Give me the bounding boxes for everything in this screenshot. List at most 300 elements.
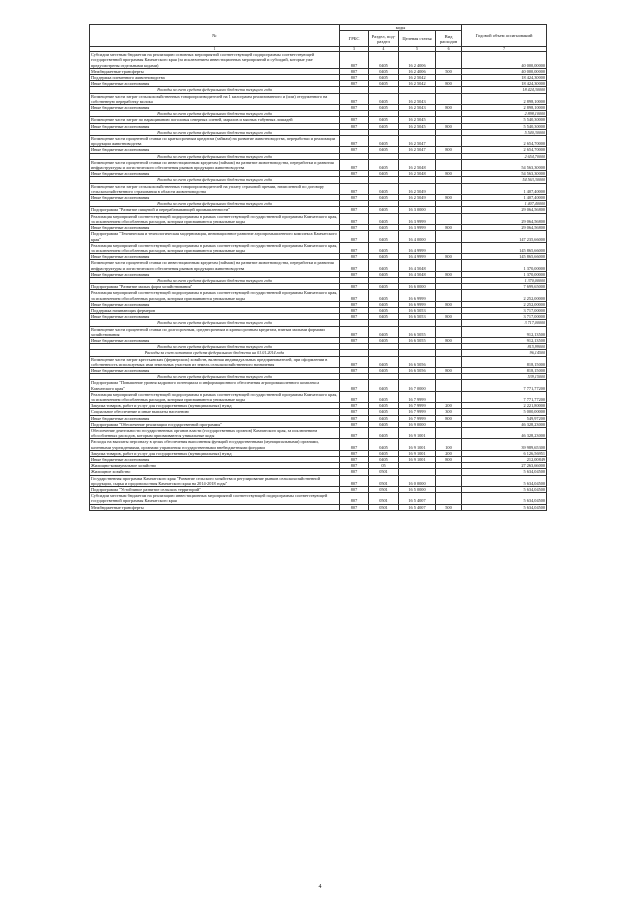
row-name: Подпрограмма "Техническая и технологическая модернизация, инновационное развитие агропромышленного комплекса Камчатского края": [90, 231, 340, 242]
amount-cell: 7 771,77200: [462, 380, 547, 391]
row-name: Реализация мероприятий соответствующей подпрограммы в рамках соответствующей государственной программы Камчатского края, за исключением обособленных расходов, которым присваиваются уникальные коды: [90, 391, 340, 402]
target-cell: 16 3 9999: [399, 225, 436, 231]
note-text: Расходы за счет средств федерального бюджета текущего года: [90, 344, 340, 350]
exptype-cell: 800: [436, 105, 462, 111]
target-cell: 16 6 5055: [399, 326, 436, 337]
target-cell: 16 2 5047: [399, 136, 436, 147]
amount-cell: 46 328,23000: [462, 428, 547, 439]
section-cell: 0405: [369, 403, 399, 409]
table-row: [90, 260, 547, 271]
grbs-cell: 807: [340, 307, 369, 313]
row-name: Иные бюджетные ассигнования: [90, 415, 340, 421]
target-cell: 16 6 0000: [399, 284, 436, 290]
row-name: Иные бюджетные ассигнования: [90, 171, 340, 177]
note-text: Расходы за счет средств федерального бюджета текущего года: [90, 201, 340, 207]
exptype-cell: 800: [436, 171, 462, 177]
row-name: Иные бюджетные ассигнования: [90, 195, 340, 201]
note-amount: 815,99000: [462, 344, 547, 350]
amount-cell: 1 407,40000: [462, 183, 547, 194]
section-cell: 0405: [369, 105, 399, 111]
row-name: Иные бюджетные ассигнования: [90, 271, 340, 277]
amount-cell: 5 634,04500: [462, 475, 547, 486]
row-name: Жилищно-коммунальное хозяйство: [90, 463, 340, 469]
note-text: Расходы за счет средств федерального бюджета текущего года: [90, 374, 340, 380]
target-cell: 16 2 5043: [399, 105, 436, 111]
target-cell: 16 5 4007: [399, 493, 436, 504]
amount-cell: 5 540,30000: [462, 117, 547, 123]
col-volume-header: Годовой объем ассигнований: [462, 25, 547, 47]
grbs-cell: 807: [340, 415, 369, 421]
amount-cell: 5 634,04500: [462, 504, 547, 510]
section-cell: 0405: [369, 409, 399, 415]
row-name: Подпрограмма "Повышение уровня кадрового потенциала и информационного обеспечения агропромышленного комплекса Камчатского края": [90, 380, 340, 391]
grbs-cell: 807: [340, 207, 369, 213]
section-cell: 0405: [369, 136, 399, 147]
table-row: [90, 504, 547, 510]
grbs-cell: 807: [340, 225, 369, 231]
index-cell: 7: [462, 47, 547, 52]
codes-group-header: коды: [340, 25, 462, 31]
section-cell: 0405: [369, 326, 399, 337]
target-cell: 16 7 0000: [399, 380, 436, 391]
grbs-cell: 807: [340, 493, 369, 504]
grbs-cell: 807: [340, 271, 369, 277]
grbs-cell: 807: [340, 213, 369, 224]
row-name: Возмещение части процентной ставки по инвестиционным кредитам (займам) на развитие животноводства, переработки и развития инфраструктуры и логистического обеспечения рынков продукции животноводства: [90, 260, 340, 271]
row-name: Иные бюджетные ассигнования: [90, 225, 340, 231]
grbs-cell: 807: [340, 391, 369, 402]
section-cell: 0405: [369, 290, 399, 301]
target-cell: 16 4 9999: [399, 242, 436, 253]
amount-cell: 39 989,65300: [462, 439, 547, 450]
row-name: Субсидии местным бюджетам на реализацию основных мероприятий соответствующей подпрограммы соответствующей государственной программы Камчатского края (за исключением инвестиционных мероприятий и субсидий, которые уже предусмотрены отдельными кодами): [90, 52, 340, 69]
section-cell: 0405: [369, 301, 399, 307]
exptype-cell: [436, 159, 462, 170]
note-amount: 1 370,00000: [462, 277, 547, 283]
row-name: Возмещение части затрат крестьянских (фермерских) хозяйств, включая индивидуальных предпринимателей, при оформлении в собственность используемых ими земельных участков из земель сельскохозяйственного назначения: [90, 356, 340, 367]
exptype-cell: 800: [436, 367, 462, 373]
amount-cell: 29 064,56800: [462, 207, 547, 213]
target-cell: 16 2 5047: [399, 147, 436, 153]
grbs-cell: 807: [340, 301, 369, 307]
exptype-cell: [436, 93, 462, 104]
amount-cell: 1 370,00000: [462, 260, 547, 271]
grbs-cell: 807: [340, 439, 369, 450]
section-cell: 0405: [369, 284, 399, 290]
section-cell: 0405: [369, 171, 399, 177]
row-name: Реализация мероприятий соответствующей подпрограммы в рамках соответствующей государственной программы Камчатского края, за исключением обособленных расходов, которым присваиваются уникальные коды: [90, 242, 340, 253]
target-cell: 16 4 0000: [399, 231, 436, 242]
grbs-cell: 807: [340, 367, 369, 373]
exptype-cell: 800: [436, 81, 462, 87]
target-cell: 16 2 4006: [399, 52, 436, 69]
section-cell: 0405: [369, 391, 399, 402]
row-name: Возмещение части затрат сельскохозяйственных товаропроизводителей на уплату страховой премии, начисленной по договору сельскохозяйственного страхования в области животноводства: [90, 183, 340, 194]
target-cell: 16 9 0000: [399, 421, 436, 427]
row-name: Подпрограмма "Развитие малых форм хозяйствования": [90, 284, 340, 290]
target-cell: 16 7 9999: [399, 415, 436, 421]
grbs-cell: 807: [340, 231, 369, 242]
table-row: [90, 93, 547, 104]
grbs-cell: 807: [340, 290, 369, 301]
target-cell: 16 9 1001: [399, 450, 436, 456]
table-row: [90, 475, 547, 486]
table-row: [90, 136, 547, 147]
exptype-cell: 800: [436, 415, 462, 421]
grbs-cell: 807: [340, 284, 369, 290]
grbs-cell: 807: [340, 403, 369, 409]
target-cell: 16 6 5053: [399, 314, 436, 320]
budget-table-sheet: [89, 24, 546, 511]
target-cell: 16 2 4006: [399, 68, 436, 74]
row-name: Возмещение части затрат по наращиванию поголовья северных оленей, маралов и мясных табунных лошадей: [90, 117, 340, 123]
grbs-cell: 807: [340, 487, 369, 493]
row-name: Возмещение части процентной ставки по краткосрочным кредитам (займам) на развитие животноводства, переработки и реализации продукции животноводства: [90, 136, 340, 147]
amount-cell: 7 699,65000: [462, 284, 547, 290]
table-row: [90, 290, 547, 301]
target-cell: 16 4 5048: [399, 260, 436, 271]
amount-cell: 6 126,56951: [462, 450, 547, 456]
section-cell: 0405: [369, 380, 399, 391]
note-amount: 1 407,40000: [462, 201, 547, 207]
target-cell: 16 4 9999: [399, 254, 436, 260]
exptype-cell: [436, 231, 462, 242]
exptype-cell: 200: [436, 450, 462, 456]
grbs-cell: 807: [340, 147, 369, 153]
target-cell: 16 2 5045: [399, 117, 436, 123]
table-row: [90, 428, 547, 439]
exptype-cell: 300: [436, 409, 462, 415]
row-name: Поддержка племенного животноводства: [90, 75, 340, 81]
amount-cell: 2 252,00000: [462, 290, 547, 301]
grbs-cell: 807: [340, 428, 369, 439]
target-cell: 16 9 1001: [399, 457, 436, 463]
section-cell: 0405: [369, 254, 399, 260]
exptype-cell: 800: [436, 314, 462, 320]
target-cell: 16 2 5045: [399, 123, 436, 129]
section-cell: 0405: [369, 159, 399, 170]
row-name: Межбюджетные трансферты: [90, 68, 340, 74]
section-cell: 0405: [369, 183, 399, 194]
grbs-cell: 807: [340, 171, 369, 177]
section-cell: 0405: [369, 260, 399, 271]
grbs-cell: 807: [340, 93, 369, 104]
exptype-cell: [436, 52, 462, 69]
amount-cell: 18 424,30000: [462, 81, 547, 87]
exptype-cell: [436, 326, 462, 337]
section-cell: 0405: [369, 123, 399, 129]
row-name: Иные бюджетные ассигнования: [90, 123, 340, 129]
page-number: 4: [318, 884, 322, 890]
note-text: Расходы за счет средств федерального бюджета текущего года: [90, 277, 340, 283]
exptype-cell: 800: [436, 457, 462, 463]
amount-cell: 5 000,00000: [462, 409, 547, 415]
target-cell: 16 2 5042: [399, 81, 436, 87]
target-cell: 16 4 5048: [399, 271, 436, 277]
table-row: [90, 391, 547, 402]
row-name: Субсидии местным бюджетам на реализацию инвестиционных мероприятий соответствующей подпрограммы соответствующей государственной программы Камчатского края: [90, 493, 340, 504]
exptype-cell: [436, 260, 462, 271]
amount-cell: 18 424,30000: [462, 75, 547, 81]
grbs-cell: 807: [340, 52, 369, 69]
grbs-cell: 807: [340, 136, 369, 147]
index-cell: 5: [399, 47, 436, 52]
section-cell: 0405: [369, 75, 399, 81]
exptype-cell: 800: [436, 337, 462, 343]
section-cell: 0405: [369, 52, 399, 69]
row-name: Иные бюджетные ассигнования: [90, 254, 340, 260]
note-amount: 539,15000: [462, 374, 547, 380]
amount-cell: 29 064,56800: [462, 225, 547, 231]
amount-cell: 5 634,04500: [462, 469, 547, 475]
exptype-cell: 800: [436, 225, 462, 231]
section-cell: 0405: [369, 450, 399, 456]
grbs-cell: 807: [340, 260, 369, 271]
note-amount: 5 540,30000: [462, 129, 547, 135]
row-name: Государственная программа Камчатского края "Развитие сельского хозяйства и регулирование рынков сельскохозяйственной продукции, сырья и продовольствия Камчатского края на 2014-2018 годы": [90, 475, 340, 486]
exptype-cell: [436, 290, 462, 301]
grbs-cell: 807: [340, 68, 369, 74]
table-row: [90, 439, 547, 450]
section-cell: 0501: [369, 469, 399, 475]
row-name: Иные бюджетные ассигнования: [90, 337, 340, 343]
target-cell: 16 6 9999: [399, 290, 436, 301]
amount-cell: 5 540,30000: [462, 123, 547, 129]
note-amount: 3 717,00000: [462, 320, 547, 326]
row-name: Возмещение части процентной ставки по долгосрочным, среднесрочным и краткосрочным кредитам, взятым малыми формами хозяйствования: [90, 326, 340, 337]
note-text: Расходы за счет остатков средств федерального бюджета на 01.01.2014 года: [90, 350, 340, 356]
section-cell: 0501: [369, 504, 399, 510]
grbs-cell: 807: [340, 475, 369, 486]
row-name: Реализация мероприятий соответствующей подпрограммы в рамках соответствующей государственной программы Камчатского края, за исключением обособленных расходов, которым присваиваются уникальные коды: [90, 290, 340, 301]
target-cell: 16 6 5056: [399, 356, 436, 367]
table-body: [90, 47, 547, 511]
amount-cell: 212,00849: [462, 457, 547, 463]
row-name: Иные бюджетные ассигнования: [90, 314, 340, 320]
exptype-cell: 500: [436, 504, 462, 510]
exptype-cell: 800: [436, 147, 462, 153]
amount-cell: 147 235,66000: [462, 231, 547, 242]
grbs-cell: 807: [340, 117, 369, 123]
table-row: [90, 242, 547, 253]
amount-cell: 2 898,10000: [462, 93, 547, 104]
section-cell: 0405: [369, 415, 399, 421]
row-name: Иные бюджетные ассигнования: [90, 105, 340, 111]
target-cell: 16 6 9999: [399, 301, 436, 307]
note-amount: 2 898,10000: [462, 111, 547, 117]
amount-cell: 1 370,00000: [462, 271, 547, 277]
index-cell: 3: [340, 47, 369, 52]
row-name: Межбюджетные трансферты: [90, 504, 340, 510]
row-name: Закупка товаров, работ и услуг для государственных (муниципальных) нужд: [90, 450, 340, 456]
row-name: Иные бюджетные ассигнования: [90, 301, 340, 307]
row-name: Социальное обеспечение и иные выплаты населению: [90, 409, 340, 415]
section-cell: 0405: [369, 428, 399, 439]
target-cell: 16 3 9999: [399, 213, 436, 224]
table-row: [90, 380, 547, 391]
col-num-header: №: [90, 25, 340, 47]
budget-table: [89, 24, 547, 511]
amount-cell: 29 064,56800: [462, 213, 547, 224]
note-text: Расходы за счет средств федерального бюджета текущего года: [90, 87, 340, 93]
table-row: [90, 326, 547, 337]
section-cell: 0405: [369, 81, 399, 87]
target-cell: 16 7 9999: [399, 409, 436, 415]
amount-cell: 46 328,23000: [462, 421, 547, 427]
section-cell: 0405: [369, 356, 399, 367]
amount-cell: 145 865,66000: [462, 242, 547, 253]
amount-cell: 2 898,10000: [462, 105, 547, 111]
row-name: Иные бюджетные ассигнования: [90, 147, 340, 153]
grbs-cell: 807: [340, 242, 369, 253]
section-cell: 0405: [369, 307, 399, 313]
grbs-cell: 807: [340, 337, 369, 343]
col-target-header: Целевая статья: [399, 31, 436, 47]
exptype-cell: [436, 136, 462, 147]
section-cell: 0405: [369, 439, 399, 450]
amount-cell: 5 634,04500: [462, 487, 547, 493]
amount-cell: 2 654,70000: [462, 136, 547, 147]
col-grbs-header: ГРБС: [340, 31, 369, 47]
section-cell: 0405: [369, 68, 399, 74]
target-cell: 16 0 0000: [399, 475, 436, 486]
amount-cell: 818,15000: [462, 367, 547, 373]
target-cell: 16 2 5042: [399, 75, 436, 81]
grbs-cell: 807: [340, 469, 369, 475]
exptype-cell: 800: [436, 301, 462, 307]
grbs-cell: 807: [340, 159, 369, 170]
section-cell: 0405: [369, 117, 399, 123]
section-cell: 0405: [369, 213, 399, 224]
grbs-cell: 807: [340, 326, 369, 337]
section-cell: 0405: [369, 457, 399, 463]
grbs-cell: 807: [340, 314, 369, 320]
amount-cell: 54 563,30000: [462, 159, 547, 170]
exptype-cell: [436, 475, 462, 486]
amount-cell: 912,13500: [462, 326, 547, 337]
row-name: Возмещение части процентной ставки по инвестиционным кредитам (займам) на развитие животноводства, переработки и развития инфраструктуры и логистического обеспечения рынков продукции животноводства: [90, 159, 340, 170]
section-cell: 05: [369, 463, 399, 469]
grbs-cell: 807: [340, 504, 369, 510]
note-text: Расходы за счет средств федерального бюджета текущего года: [90, 177, 340, 183]
row-name: Подпрограмма "Обеспечение реализации государственной программы": [90, 421, 340, 427]
col-exptype-header: Вид расходов: [436, 31, 462, 47]
exptype-cell: [436, 183, 462, 194]
exptype-cell: [436, 242, 462, 253]
section-cell: 0405: [369, 337, 399, 343]
target-cell: 16 7 9999: [399, 391, 436, 402]
section-cell: 0501: [369, 475, 399, 486]
amount-cell: 2 654,70000: [462, 147, 547, 153]
target-cell: 16 2 5048: [399, 159, 436, 170]
exptype-cell: [436, 493, 462, 504]
note-text: Расходы за счет средств федерального бюджета текущего года: [90, 129, 340, 135]
section-cell: 0405: [369, 93, 399, 104]
section-cell: 0405: [369, 271, 399, 277]
section-cell: 0405: [369, 231, 399, 242]
section-cell: 0405: [369, 242, 399, 253]
target-cell: 16 9 1001: [399, 428, 436, 439]
table-header: [90, 25, 547, 47]
target-cell: 16 2 5043: [399, 93, 436, 104]
target-cell: 16 7 9999: [399, 403, 436, 409]
table-row: [90, 356, 547, 367]
amount-cell: 27 263,66000: [462, 463, 547, 469]
target-cell: 16 6 5053: [399, 307, 436, 313]
col-section-header: Раздел, под-раздел: [369, 31, 399, 47]
grbs-cell: 807: [340, 457, 369, 463]
table-row: [90, 183, 547, 194]
grbs-cell: 807: [340, 183, 369, 194]
target-cell: 16 5 4007: [399, 504, 436, 510]
section-cell: 0405: [369, 195, 399, 201]
amount-cell: 549,97200: [462, 415, 547, 421]
row-name: Обеспечение деятельности государственных органов власти (государственных органов) Камчатского края, за исключением обособленных расходов, которым присваиваются уникальные коды: [90, 428, 340, 439]
table-row: [90, 159, 547, 170]
grbs-cell: 807: [340, 75, 369, 81]
note-amount: 54 563,30000: [462, 177, 547, 183]
grbs-cell: 807: [340, 421, 369, 427]
exptype-cell: [436, 391, 462, 402]
section-cell: 0405: [369, 367, 399, 373]
row-name: Возмещение части затрат сельскохозяйственных товаропроизводителей на 1 килограмм реализованного и (или) отгруженного на собственную переработку молока: [90, 93, 340, 104]
grbs-cell: 807: [340, 105, 369, 111]
note-text: Расходы за счет средств федерального бюджета текущего года: [90, 320, 340, 326]
amount-cell: 912,13500: [462, 337, 547, 343]
target-cell: 16 2 5048: [399, 171, 436, 177]
target-cell: 16 6 5056: [399, 367, 436, 373]
target-cell: 16 5 0000: [399, 487, 436, 493]
amount-cell: 7 771,77200: [462, 391, 547, 402]
exptype-cell: 500: [436, 68, 462, 74]
section-cell: 0405: [369, 147, 399, 153]
exptype-cell: [436, 356, 462, 367]
amount-cell: 2 252,00000: [462, 301, 547, 307]
table-row: [90, 213, 547, 224]
exptype-cell: [436, 428, 462, 439]
note-amount: 2 654,70000: [462, 153, 547, 159]
table-row: [90, 52, 547, 69]
amount-cell: 54 563,30000: [462, 171, 547, 177]
grbs-cell: 807: [340, 380, 369, 391]
target-cell: 16 3 0000: [399, 207, 436, 213]
note-amount: 18 424,30000: [462, 87, 547, 93]
exptype-cell: 100: [436, 439, 462, 450]
amount-cell: 1 407,40000: [462, 195, 547, 201]
amount-cell: 818,15000: [462, 356, 547, 367]
exptype-cell: 800: [436, 123, 462, 129]
grbs-cell: 807: [340, 409, 369, 415]
amount-cell: 40 000,00000: [462, 68, 547, 74]
row-name: Реализация мероприятий соответствующей подпрограммы в рамках соответствующей государственной программы Камчатского края, за исключением обособленных расходов, которым присваиваются уникальные коды: [90, 213, 340, 224]
row-name: Иные бюджетные ассигнования: [90, 81, 340, 87]
amount-cell: 2 221,80000: [462, 403, 547, 409]
row-name: Поддержка начинающих фермеров: [90, 307, 340, 313]
note-amount: 96,14500: [462, 350, 547, 356]
exptype-cell: 200: [436, 403, 462, 409]
target-cell: 16 2 5049: [399, 195, 436, 201]
section-cell: 0501: [369, 487, 399, 493]
table-row: [90, 493, 547, 504]
grbs-cell: 807: [340, 195, 369, 201]
target-cell: 16 6 5055: [399, 337, 436, 343]
target-cell: 16 9 1001: [399, 439, 436, 450]
index-cell: 6: [436, 47, 462, 52]
target-cell: 16 2 5049: [399, 183, 436, 194]
grbs-cell: 807: [340, 463, 369, 469]
index-cell: 1: [90, 47, 340, 52]
row-name: Подпрограмма "Развитие пищевой и перерабатывающей промышленности": [90, 207, 340, 213]
